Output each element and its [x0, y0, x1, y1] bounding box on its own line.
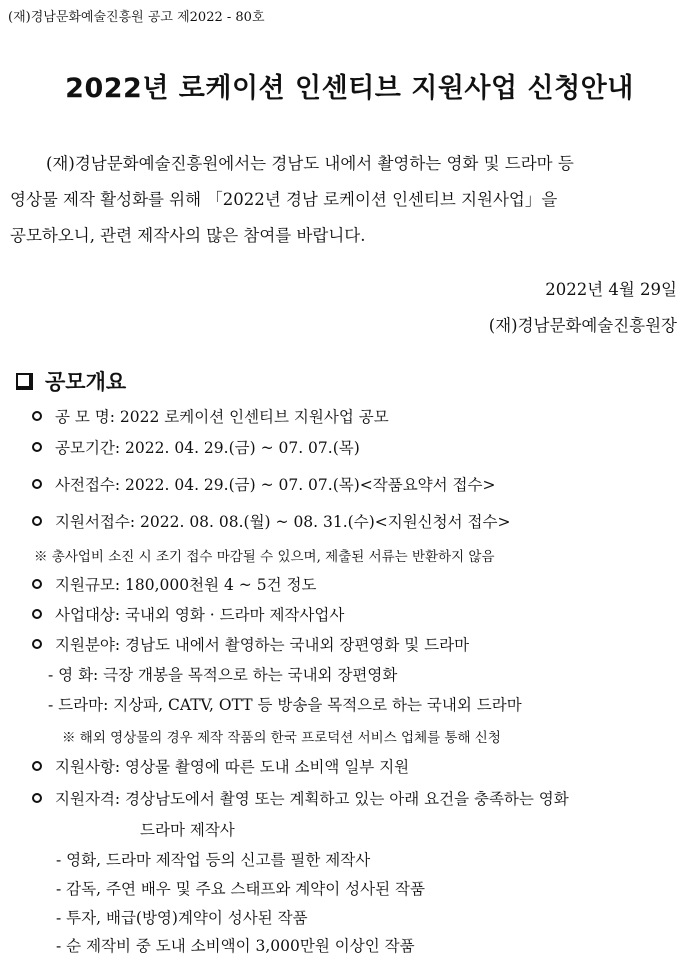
circle-bullet-icon [32, 793, 42, 803]
eligibility-continuation: 드라마 제작사 [140, 821, 235, 839]
circle-bullet-icon [32, 516, 42, 526]
section-heading [16, 366, 126, 396]
circle-bullet-icon [32, 479, 42, 489]
circle-bullet-icon [32, 442, 42, 452]
checkbox-square-icon [16, 373, 33, 390]
condition-item: - 투자, 배급(방영)계약이 성사된 작품 [56, 909, 308, 927]
notice-note-2: ※ 해외 영상물의 경우 제작 작품의 한국 프로덕션 서비스 업체를 통해 신청 [62, 730, 501, 746]
intro-line-1: (재)경남문화예술진흥원에서는 경남도 내에서 촬영하는 영화 및 드라마 등 [46, 154, 574, 173]
section-title: 공모개요 [45, 370, 127, 394]
intro-line-3: 공모하오니, 관련 제작사의 많은 참여를 바랍니다. [10, 226, 366, 245]
notice-note-1: ※ 총사업비 소진 시 조기 접수 마감될 수 있으며, 제출된 서류는 반환하지 않음 [34, 549, 495, 565]
list-item: 지원사항: 영상물 촬영에 따른 도내 소비액 일부 지원 [32, 755, 409, 777]
circle-bullet-icon [32, 579, 42, 589]
notice-number: (재)경남문화예술진흥원 공고 제2022 - 80호 [8, 10, 265, 25]
list-item: 사업대상: 국내외 영화 · 드라마 제작사업사 [32, 603, 344, 625]
condition-item: - 감독, 주연 배우 및 주요 스태프와 계약이 성사된 작품 [56, 880, 425, 898]
notice-date: 2022년 4월 29일 [545, 280, 677, 299]
field-sub-item: - 드라마: 지상파, CATV, OTT 등 방송을 목적으로 하는 국내외 드라마 [48, 696, 522, 714]
list-item: 지원서접수: 2022. 08. 08.(월) ~ 08. 31.(수)<지원신청서 접수> [32, 510, 510, 532]
page-title: 2022년 로케이션 인센티브 지원사업 신청안내 [65, 73, 634, 104]
issuer-name: (재)경남문화예술진흥원장 [488, 316, 677, 335]
condition-item: - 영화, 드라마 제작업 등의 신고를 필한 제작사 [56, 851, 371, 869]
list-item: 지원분야: 경남도 내에서 촬영하는 국내외 장편영화 및 드라마 [32, 633, 469, 655]
circle-bullet-icon [32, 761, 42, 771]
circle-bullet-icon [32, 609, 42, 619]
circle-bullet-icon [32, 411, 42, 421]
condition-item: - 순 제작비 중 도내 소비액이 3,000만원 이상인 작품 [56, 937, 415, 955]
intro-line-2: 영상물 제작 활성화를 위해 「2022년 경남 로케이션 인센티브 지원사업」을 [10, 190, 558, 209]
circle-bullet-icon [32, 639, 42, 649]
list-item: 공모기간: 2022. 04. 29.(금) ~ 07. 07.(목) [32, 436, 360, 458]
list-item: 사전접수: 2022. 04. 29.(금) ~ 07. 07.(목)<작품요약서 접수> [32, 473, 496, 495]
list-item: 공 모 명: 2022 로케이션 인센티브 지원사업 공모 [32, 405, 389, 427]
field-sub-item: - 영 화: 극장 개봉을 목적으로 하는 국내외 장편영화 [48, 666, 398, 684]
list-item: 지원자격: 경상남도에서 촬영 또는 계획하고 있는 아래 요건을 충족하는 영화 [32, 787, 569, 809]
list-item: 지원규모: 180,000천원 4 ~ 5건 정도 [32, 573, 316, 595]
